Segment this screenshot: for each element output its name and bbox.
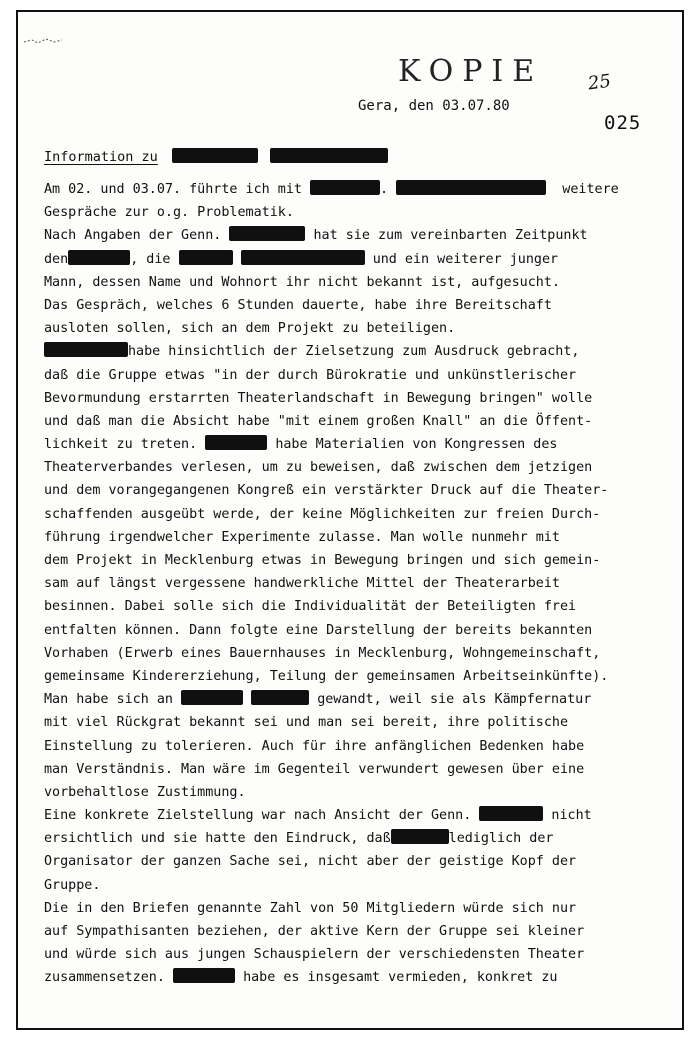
text-segment: und würde sich aus jungen Schauspielern der verschiedensten Theater — [44, 947, 585, 963]
handwritten-page-number: 25 — [586, 70, 613, 95]
text-segment: Gruppe. — [44, 877, 101, 893]
redaction-bar — [173, 968, 235, 983]
text-segment: gewandt, weil sie als Kämpfernatur — [317, 692, 592, 708]
text-segment: den — [44, 251, 69, 267]
text-segment: Das Gespräch, welches 6 Stunden dauerte, habe ihre Bereitschaft — [44, 297, 552, 313]
text-segment: mit viel Rückgrat bekannt sei und man sei bereit, ihre politische — [44, 715, 569, 731]
text-segment: ausloten sollen, sich an dem Projekt zu beteiligen. — [44, 321, 456, 337]
text-line — [44, 804, 654, 827]
text-line — [44, 735, 654, 758]
document-heading — [44, 148, 388, 165]
document-page — [16, 10, 684, 1030]
text-segment: man Verständnis. Man wäre im Gegenteil verwundert gewesen über eine — [44, 761, 585, 777]
text-segment: Nach Angaben der Genn. — [44, 228, 222, 244]
redaction-bar — [44, 342, 128, 357]
text-segment: habe hinsichtlich der Zielsetzung zum Ausdruck gebracht, — [128, 344, 580, 360]
body-text — [44, 178, 654, 990]
text-segment: Theaterverbandes verlesen, um zu beweisen, daß zwischen dem jetzigen — [44, 460, 593, 476]
redaction-bar — [396, 180, 546, 195]
text-segment: , die — [130, 251, 171, 267]
redaction-bar — [181, 690, 243, 705]
text-line — [44, 410, 654, 433]
text-line — [44, 433, 654, 456]
text-segment: auf Sympathisanten beziehen, der aktive Kern der Gruppe sei kleiner — [44, 924, 585, 939]
text-line — [44, 874, 654, 897]
text-segment: habe es insgesamt vermieden, konkret zu — [243, 970, 558, 986]
text-segment: Eine konkrete Zielstellung war nach Ansicht der Genn. — [44, 808, 472, 824]
text-line — [44, 503, 654, 526]
text-segment: zusammensetzen. — [44, 970, 165, 986]
text-segment: lichkeit zu treten. — [44, 437, 198, 453]
text-segment: lediglich der — [448, 831, 554, 847]
text-segment: Mann, dessen Name und Wohnort ihr nicht bekannt ist, aufgesucht. — [44, 274, 560, 290]
text-line — [44, 248, 654, 271]
redaction-bar — [68, 250, 130, 265]
text-segment: Vorhaben (Erwerb eines Bauernhauses in Mecklenburg, Wohngemeinschaft, — [44, 645, 601, 661]
redaction-bar — [270, 148, 388, 163]
text-line — [44, 920, 654, 943]
text-segment: gemeinsame Kindererziehung, Teilung der gemeinsamen Arbeitseinkünfte). — [44, 668, 609, 684]
redaction-bar — [251, 690, 309, 705]
text-segment: weitere — [562, 182, 619, 197]
text-line — [44, 456, 654, 479]
text-line — [44, 595, 654, 618]
text-line — [44, 317, 654, 340]
text-segment: und ein weiterer junger — [372, 251, 559, 267]
text-line — [44, 758, 654, 781]
text-line — [44, 711, 654, 734]
text-line — [44, 966, 654, 989]
redaction-bar — [179, 250, 233, 265]
text-line — [44, 294, 654, 317]
text-line — [44, 271, 654, 294]
text-segment: Am 02. und 03.07. führte ich mit — [44, 182, 302, 197]
redaction-bar — [241, 250, 365, 265]
text-segment: entfalten können. Dann folgte eine Darstellung der bereits bekannten — [44, 622, 593, 638]
text-segment: Gespräche zur o.g. Problematik. — [44, 205, 294, 221]
place-date: Gera, den 03.07.80 — [358, 98, 510, 114]
heading-text: Information zu — [44, 149, 158, 165]
text-line — [44, 549, 654, 572]
redaction-bar — [172, 148, 258, 163]
text-segment: Man habe sich an — [44, 692, 173, 708]
redaction-bar — [391, 829, 449, 844]
text-segment: dem Projekt in Mecklenburg etwas in Bewegung bringen und sich gemein- — [44, 553, 601, 568]
text-segment: führung irgendwelcher Experimente zulasse. Man wolle nunmehr mit — [44, 529, 560, 545]
text-segment: Die in den Briefen genannte Zahl von 50 Mitgliedern würde sich nur — [44, 900, 577, 916]
text-line — [44, 526, 654, 549]
redaction-bar — [310, 180, 380, 195]
text-line — [44, 827, 654, 850]
copy-stamp: KOPIE — [398, 54, 544, 89]
text-line — [44, 897, 654, 920]
text-line — [44, 781, 654, 804]
text-segment: habe Materialien von Kongressen des — [275, 437, 558, 453]
text-segment: . — [380, 182, 389, 197]
text-line — [44, 178, 654, 201]
page-number: 025 — [604, 112, 642, 134]
text-segment: ersichtlich und sie hatte den Eindruck, daß — [44, 831, 391, 847]
text-line — [44, 665, 654, 688]
text-segment: vorbehaltlose Zustimmung. — [44, 784, 246, 800]
text-line — [44, 479, 654, 502]
text-line — [44, 387, 654, 410]
text-line — [44, 340, 654, 363]
text-segment: nicht — [551, 808, 592, 824]
text-line — [44, 364, 654, 387]
text-segment: und dem vorangegangenen Kongreß ein verstärkter Druck auf die Theater- — [44, 483, 609, 499]
text-segment: hat sie zum vereinbarten Zeitpunkt — [313, 228, 588, 244]
text-segment: und daß man die Absicht habe "mit einem großen Knall" an die Öffent- — [44, 413, 593, 429]
text-line — [44, 619, 654, 642]
text-line — [44, 224, 654, 247]
redaction-bar — [479, 806, 543, 821]
text-segment: daß die Gruppe etwas "in der durch Bürokratie und unkünstlerischer — [44, 367, 577, 383]
text-segment: Bevormundung erstarrten Theaterlandschaft in Bewegung bringen" wolle — [44, 390, 593, 406]
text-line — [44, 572, 654, 595]
text-line — [44, 201, 654, 224]
text-segment: Einstellung zu tolerieren. Auch für ihre anfänglichen Bedenken habe — [44, 738, 585, 754]
text-line — [44, 642, 654, 665]
text-line — [44, 688, 654, 711]
text-segment: Organisator der ganzen Sache sei, nicht aber der geistige Kopf der — [44, 854, 577, 870]
text-segment: schaffenden ausgeübt werde, der keine Möglichkeiten zur freien Durch- — [44, 506, 601, 522]
text-segment: besinnen. Dabei solle sich die Individualität der Beteiligten frei — [44, 599, 577, 615]
scan-noise-mark — [22, 34, 64, 48]
text-line — [44, 943, 654, 966]
text-segment: sam auf längst vergessene handwerkliche Mittel der Theaterarbeit — [44, 576, 560, 592]
redaction-bar — [205, 435, 267, 450]
redaction-bar — [229, 226, 305, 241]
text-line — [44, 850, 654, 873]
